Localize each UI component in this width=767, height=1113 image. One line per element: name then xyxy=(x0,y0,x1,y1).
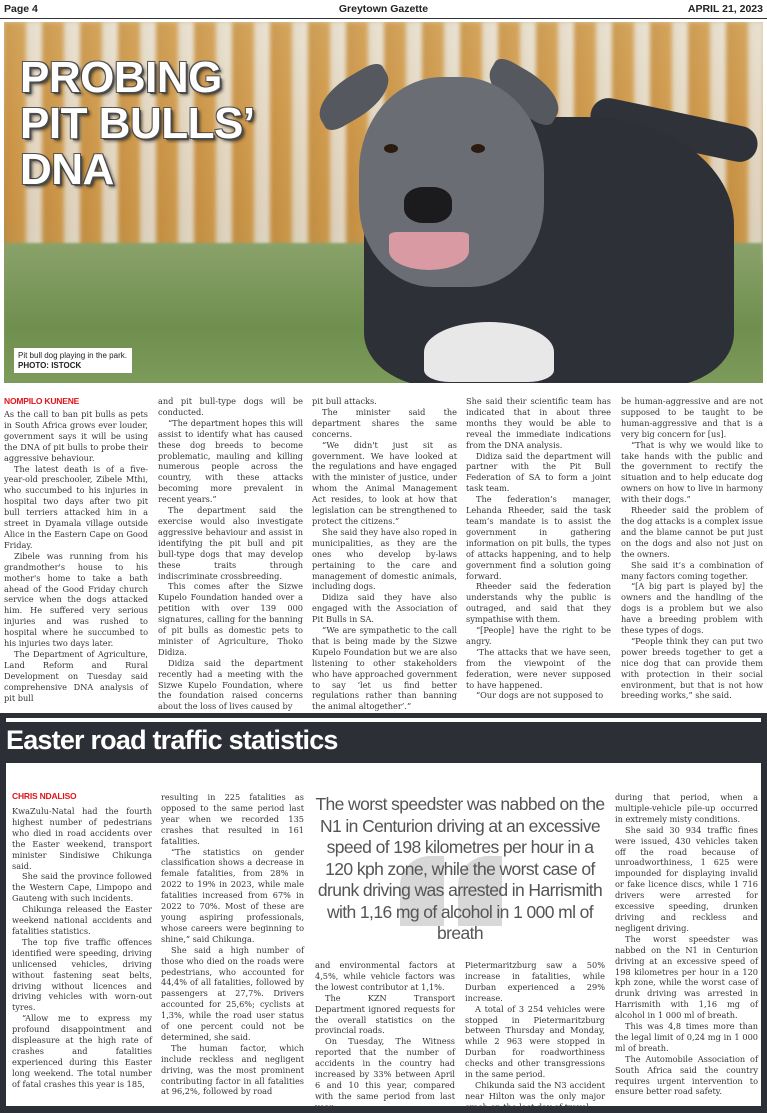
pull-quote: The worst speedster was nabbed on the N1 in Centurion driving at an excessive speed of 198 kilometres per hour in a 120 kph zone, while the worst case of drunk driving was arrested in Harrismith with 1,16 mg of alcohol in 1 000 ml of breath xyxy=(315,794,605,943)
story2-column-1 xyxy=(12,806,152,1090)
paragraph: and environmental factors at 4,5%, while vehicle factors was the lowest contributor at 1,1%. xyxy=(315,960,455,992)
photo-credit: PHOTO: ISTOCK xyxy=(18,361,82,370)
paragraph: She said the province followed the Western Cape, Limpopo and Gauteng with such incidents. xyxy=(12,871,152,904)
paragraph: She said they have also roped in municipalities, as they are the ones who develop by-laws pertaining to the care and management of domestic animals, including dogs. xyxy=(312,526,457,592)
story1-column-2 xyxy=(158,396,303,712)
paragraph: “Our dogs are not supposed to xyxy=(476,690,604,701)
paragraph: “Allow me to express my profound disappointment and displeasure at the high rate of crashes and fatalities experienced during this Easter long weekend. The total number of fatal crashes this year is 185, xyxy=(12,1013,152,1089)
story1-column-5 xyxy=(621,396,763,701)
paragraph: “We didn't just sit as government. We have looked at the regulations and have engaged with the minister of justice, under whom the Animal Management Act resides, to look at how that legislation can be strengthened to protect the citizens.” xyxy=(312,439,457,526)
paragraph: The top five traffic offences identified were speeding, driving unlicensed vehicles, driving without fastening seat belts, driving without licences and driving vehicles with worn-out tyres. xyxy=(12,936,152,1013)
paragraph: be human-aggressive and are not supposed to be taught to be human-aggressive and that is a very big concern for [us]. xyxy=(621,396,763,439)
photo-caption xyxy=(14,348,132,373)
paragraph: The KZN Transport Department ignored requests for the overall statistics on the provincial roads. xyxy=(315,992,455,1036)
story1-column-1 xyxy=(4,409,148,703)
paragraph: “The statistics on gender classification shows a decrease in female fatalities, from 28% in 2022 to 19% in 2023, while male fatalities increased from 67% in 2022 to 70%. Most of these are young aspiring professionals, whose careers were beginning to shine,” said Chikunga. xyxy=(161,846,304,944)
paragraph: The latest death is of a five-year-old preschooler, Zibele Mthi, who succumbed to his injuries in hospital two days after two pit bull terriers attacked him in a street in Dyamala village outside Alice in the Eastern Cape on Good Friday. xyxy=(4,463,148,550)
paragraph: “The department hopes this will assist to identify what has caused these dog breeds to become problematic, mauling and killing numerous people across the country, with these attacks becoming more prevalent in recent years.” xyxy=(158,417,303,505)
paragraph: The Automobile Association of South Africa said the country requires urgent intervention to ensure better road safety. xyxy=(615,1053,758,1097)
story1-byline: NOMPILO KUNENE xyxy=(4,396,80,406)
story2-column-4 xyxy=(465,960,605,1113)
paragraph: pit bull attacks. xyxy=(312,396,377,406)
publication-name: Greytown Gazette xyxy=(338,3,429,15)
paragraph: The department said the exercise would also investigate aggressive behaviour and assist in identifying the pit bull and pit bull-type dogs that may develop these traits through indiscriminate crossbreeding. xyxy=(158,505,303,581)
paragraph: The federation’s manager, Lehanda Rheeder, said the task team’s mandate is to assist the government in gathering information on pit bulls, the types of attacks happening, and to help government find a solution going forward. xyxy=(466,494,611,581)
paragraph: “We are sympathetic to the call that is being made by the Sizwe Kupelo Foundation but we are also listening to other stakeholders who have approached government to say ‘let us find better regulations rather than banning the animal altogether’.” xyxy=(312,625,457,712)
paragraph: during that period, when a multiple-vehicle pile-up occurred in extremely misty conditions. xyxy=(615,792,758,824)
paragraph: Rheeder said the problem of the dog attacks is a complex issue and the blame cannot be put just on the dogs and also not just on the owners. xyxy=(621,505,763,559)
paragraph: resulting in 225 fatalities as opposed to the same period last year when we recorded 135 crashes that resulted in 161 fatalities. xyxy=(161,792,304,846)
paragraph: “That is why we would like to take hands with the public and the government to rectify the situation and to help educate dog owners on how to live in harmony with their dogs.” xyxy=(621,439,763,505)
issue-date: APRIL 21, 2023 xyxy=(687,3,763,15)
story1-headline xyxy=(20,55,255,193)
paragraph: ‘The attacks that we have seen, from the viewpoint of the federation, were never supposed to have happened. xyxy=(466,646,611,690)
paragraph: This comes after the Sizwe Kupelo Foundation handed over a petition with over 139 000 signatures, calling for the banning of pit bulls as domestic pets to minister of Agriculture, Thoko Didiza. xyxy=(158,581,303,657)
paragraph: Chikunga released the Easter weekend national accidents and fatalities statistics. xyxy=(12,904,152,936)
paragraph: Chikunda said the N3 accident near Hilton was the only major crash on the last day of travel xyxy=(465,1079,605,1112)
box-top-stripe xyxy=(6,718,761,722)
headline-line-1: PROBING xyxy=(20,53,222,102)
dog-eye-left xyxy=(384,144,398,153)
page-number: Page 4 xyxy=(4,3,38,15)
story1-column-3 xyxy=(312,396,457,712)
paragraph: She said a high number of those who died on the roads were pedestrians, who accounted for 44,4% of all fatalities, followed by passengers at 27,7%. Drivers accounted for 25,6%; cyclists at 1,3%, while the road user status of one percent could not be determined, she said. xyxy=(161,944,304,1042)
headline-line-3: DNA xyxy=(20,145,114,194)
paragraph: and pit bull-type dogs will be conducted. xyxy=(158,396,303,417)
paragraph: Didiza said the department will partner with the Pit Bull Federation of SA to form a joint task team. xyxy=(466,450,611,494)
dog-chest xyxy=(424,322,554,382)
story2-column-5 xyxy=(615,792,758,1097)
paragraph: She said their scientific team has indicated that in about three months they would be able to reveal the immediate indications from the DNA analysis. xyxy=(466,396,611,450)
paragraph: Didiza said the department recently had a meeting with the Sizwe Kupelo Foundation, where the foundation raised concerns about the loss of lives caused by xyxy=(158,657,303,712)
paragraph: Zibele was running from his grandmother's house to his mother's home to take a bath ahead of the Good Friday church service when the dogs attacked him. He suffered very serious injuries and was rushed to hospital where he succumbed to his injuries two days later. xyxy=(4,550,148,649)
paragraph: The minister said the department shares the same concerns. xyxy=(312,406,457,439)
paragraph: The Department of Agriculture, Land Reform and Rural Development on Tuesday said comprehensive DNA analysis of pit bull xyxy=(4,648,148,703)
story2-column-3 xyxy=(315,960,455,1113)
headline-line-2: PIT BULLS’ xyxy=(20,99,255,148)
dog-nose xyxy=(404,187,452,223)
story2-headline: Easter road traffic statistics xyxy=(6,725,338,755)
paragraph: Rheeder said the federation understands why the public is outraged, and said that they sympathise with them. xyxy=(466,581,611,625)
paragraph: “[A big part is played by] the owners and the handling of the dogs is a problem but we also have a breeding problem with these types of dogs. xyxy=(621,581,763,636)
paragraph: KwaZulu-Natal had the fourth highest number of pedestrians who died in road accidents over the Easter weekend, transport minister Sindisiwe Chikunga said. xyxy=(12,806,152,871)
paragraph: “People think they can put two power breeds together to get a nice dog that can provide them with protection in their social environment, but that is not how breeding works,” she said. xyxy=(621,635,763,701)
dog-eye-right xyxy=(471,144,485,153)
story2-byline: CHRIS NDALISO xyxy=(12,791,77,801)
paragraph: Didiza said they have also engaged with the Association of Pit Bulls in SA. xyxy=(312,592,457,625)
paragraph: She said 30 934 traffic fines were issued, 430 vehicles taken off the road because of unroadworthiness, 1 625 were impounded for displaying invalid or fake licence discs, while 1 716 drivers were arrested for excessive speeding, drunken driving and reckless and negligent driving. xyxy=(615,824,758,933)
paragraph: The worst speedster was nabbed on the N1 in Centurion driving at an excessive speed of 198 kilometres per hour in a 120 kph zone, while the worst case of drunk driving was arrested in Harrismith with 1,16 mg of alcohol in 1 000 ml of breath. xyxy=(615,933,758,1021)
paragraph: This was 4,8 times more than the legal limit of 0,24 mg in 1 000 ml of breath. xyxy=(615,1021,758,1053)
paragraph: “[People] have the right to be angry. xyxy=(466,625,611,646)
caption-text: Pit bull dog playing in the park. xyxy=(18,351,127,360)
masthead xyxy=(0,0,767,19)
paragraph: A total of 3 254 vehicles were stopped in Pietermaritzburg between Thursday and Monday, while 2 963 were stopped in Durban for roadworthiness checks and other transgressions in the same period. xyxy=(465,1003,605,1080)
paragraph: On Tuesday, The Witness reported that the number of accidents in the country had increased by 33% between April 6 and 10 this year, compared with the same period from last year. xyxy=(315,1036,455,1112)
paragraph: She said it’s a combination of many factors coming together. xyxy=(621,559,763,581)
story1-column-4 xyxy=(466,396,611,701)
paragraph: Pietermaritzburg saw a 50% increase in fatalities, while Durban experienced a 29% increase. xyxy=(465,960,605,1003)
paragraph: The human factor, which include reckless and negligent driving, was the most prominent contributing factor in all fatalities at 96,2%, followed by road xyxy=(161,1042,304,1097)
story2-column-2 xyxy=(161,792,304,1097)
paragraph: As the call to ban pit bulls as pets in South Africa grows ever louder, government says it will be using the DNA of pit bulls to probe their aggressive behaviour. xyxy=(4,409,148,463)
dog-mouth xyxy=(389,232,469,270)
